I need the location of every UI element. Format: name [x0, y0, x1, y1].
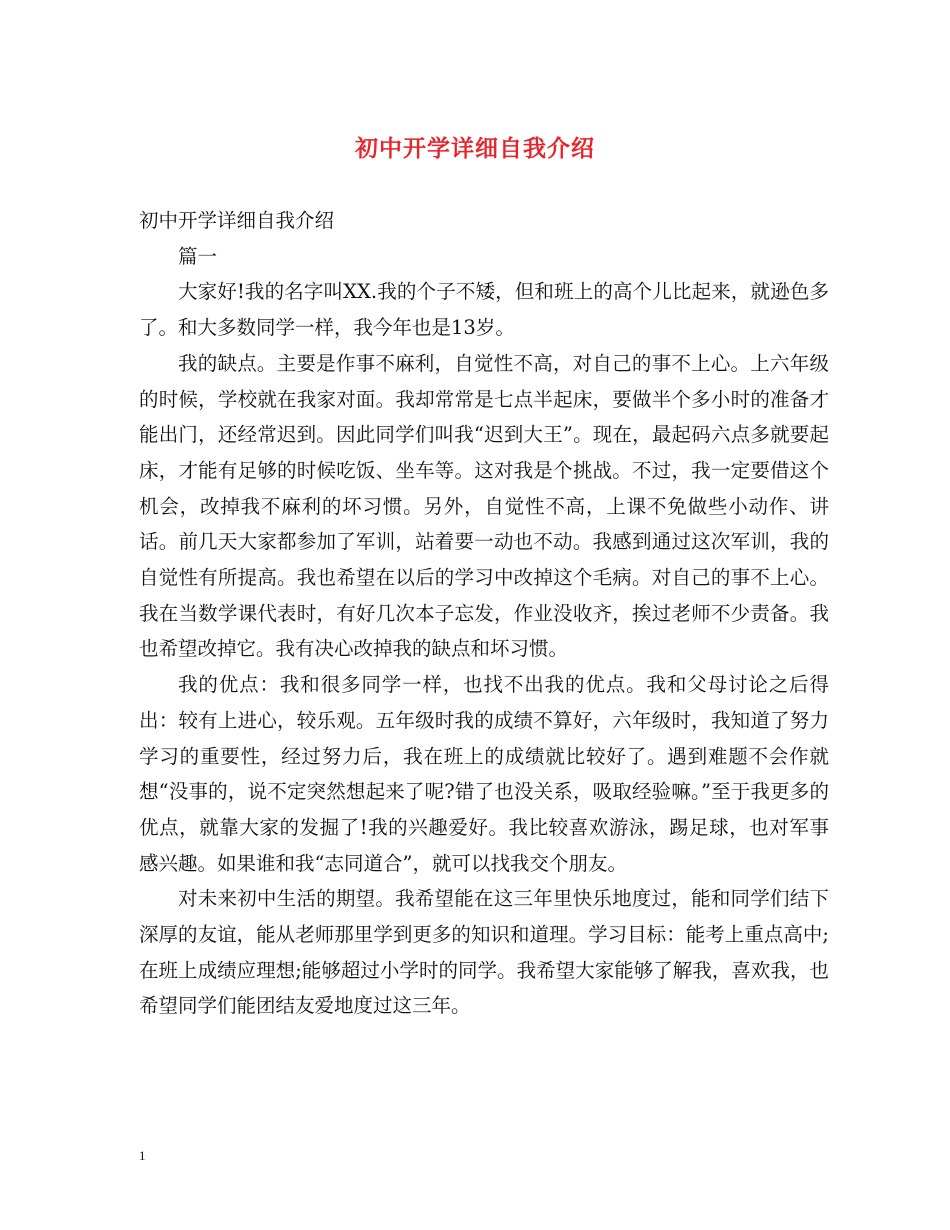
section-label: 篇一 [178, 244, 218, 268]
paragraph-expectations: 对未来初中生活的期望。我希望能在这三年里快乐地度过，能和同学们结下深厚的友谊，能从老师那里学到更多的知识和道理。学习目标：能考上重点高中;在班上成绩应理想;能够超过小学时的同学。我希望大家能够了解我，喜欢我，也希望同学们能团结友爱地度过这三年。 [139, 887, 829, 1018]
paragraph-intro: 大家好!我的名字叫XX.我的个子不矮，但和班上的高个儿比起来，就逊色多了。和大多数同学一样，我今年也是13岁。 [139, 280, 829, 340]
document-title: 初中开学详细自我介绍 [355, 135, 595, 162]
paragraph-strengths: 我的优点：我和很多同学一样，也找不出我的优点。我和父母讨论之后得出：较有上进心，较乐观。五年级时我的成绩不算好，六年级时，我知道了努力学习的重要性，经过努力后，我在班上的成绩就比较好了。遇到难题不会作就想“没事的，说不定突然想起来了呢?错了也没关系，吸取经验嘛。”至于我更多的优点，就靠大家的发掘了!我的兴趣爱好。我比较喜欢游泳，踢足球，也对军事感兴趣。如果谁和我“志同道合”，就可以找我交个朋友。 [139, 673, 829, 875]
page-number: 1 [139, 1148, 146, 1163]
document-body [139, 203, 829, 1024]
paragraph-shortcomings: 我的缺点。主要是作事不麻利，自觉性不高，对自己的事不上心。上六年级的时候，学校就在我家对面。我却常常是七点半起床，要做半个多小时的准备才能出门，还经常迟到。因此同学们叫我“迟到大王”。现在，最起码六点多就要起床，才能有足够的时候吃饭、坐车等。这对我是个挑战。不过，我一定要借这个机会，改掉我不麻利的坏习惯。另外，自觉性不高，上课不免做些小动作、讲话。前几天大家都参加了军训，站着要一动也不动。我感到通过这次军训，我的自觉性有所提高。我也希望在以后的学习中改掉这个毛病。对自己的事不上心。我在当数学课代表时，有好几次本子忘发，作业没收齐，挨过老师不少责备。我也希望改掉它。我有决心改掉我的缺点和坏习惯。 [139, 351, 829, 661]
body-heading: 初中开学详细自我介绍 [139, 209, 335, 232]
